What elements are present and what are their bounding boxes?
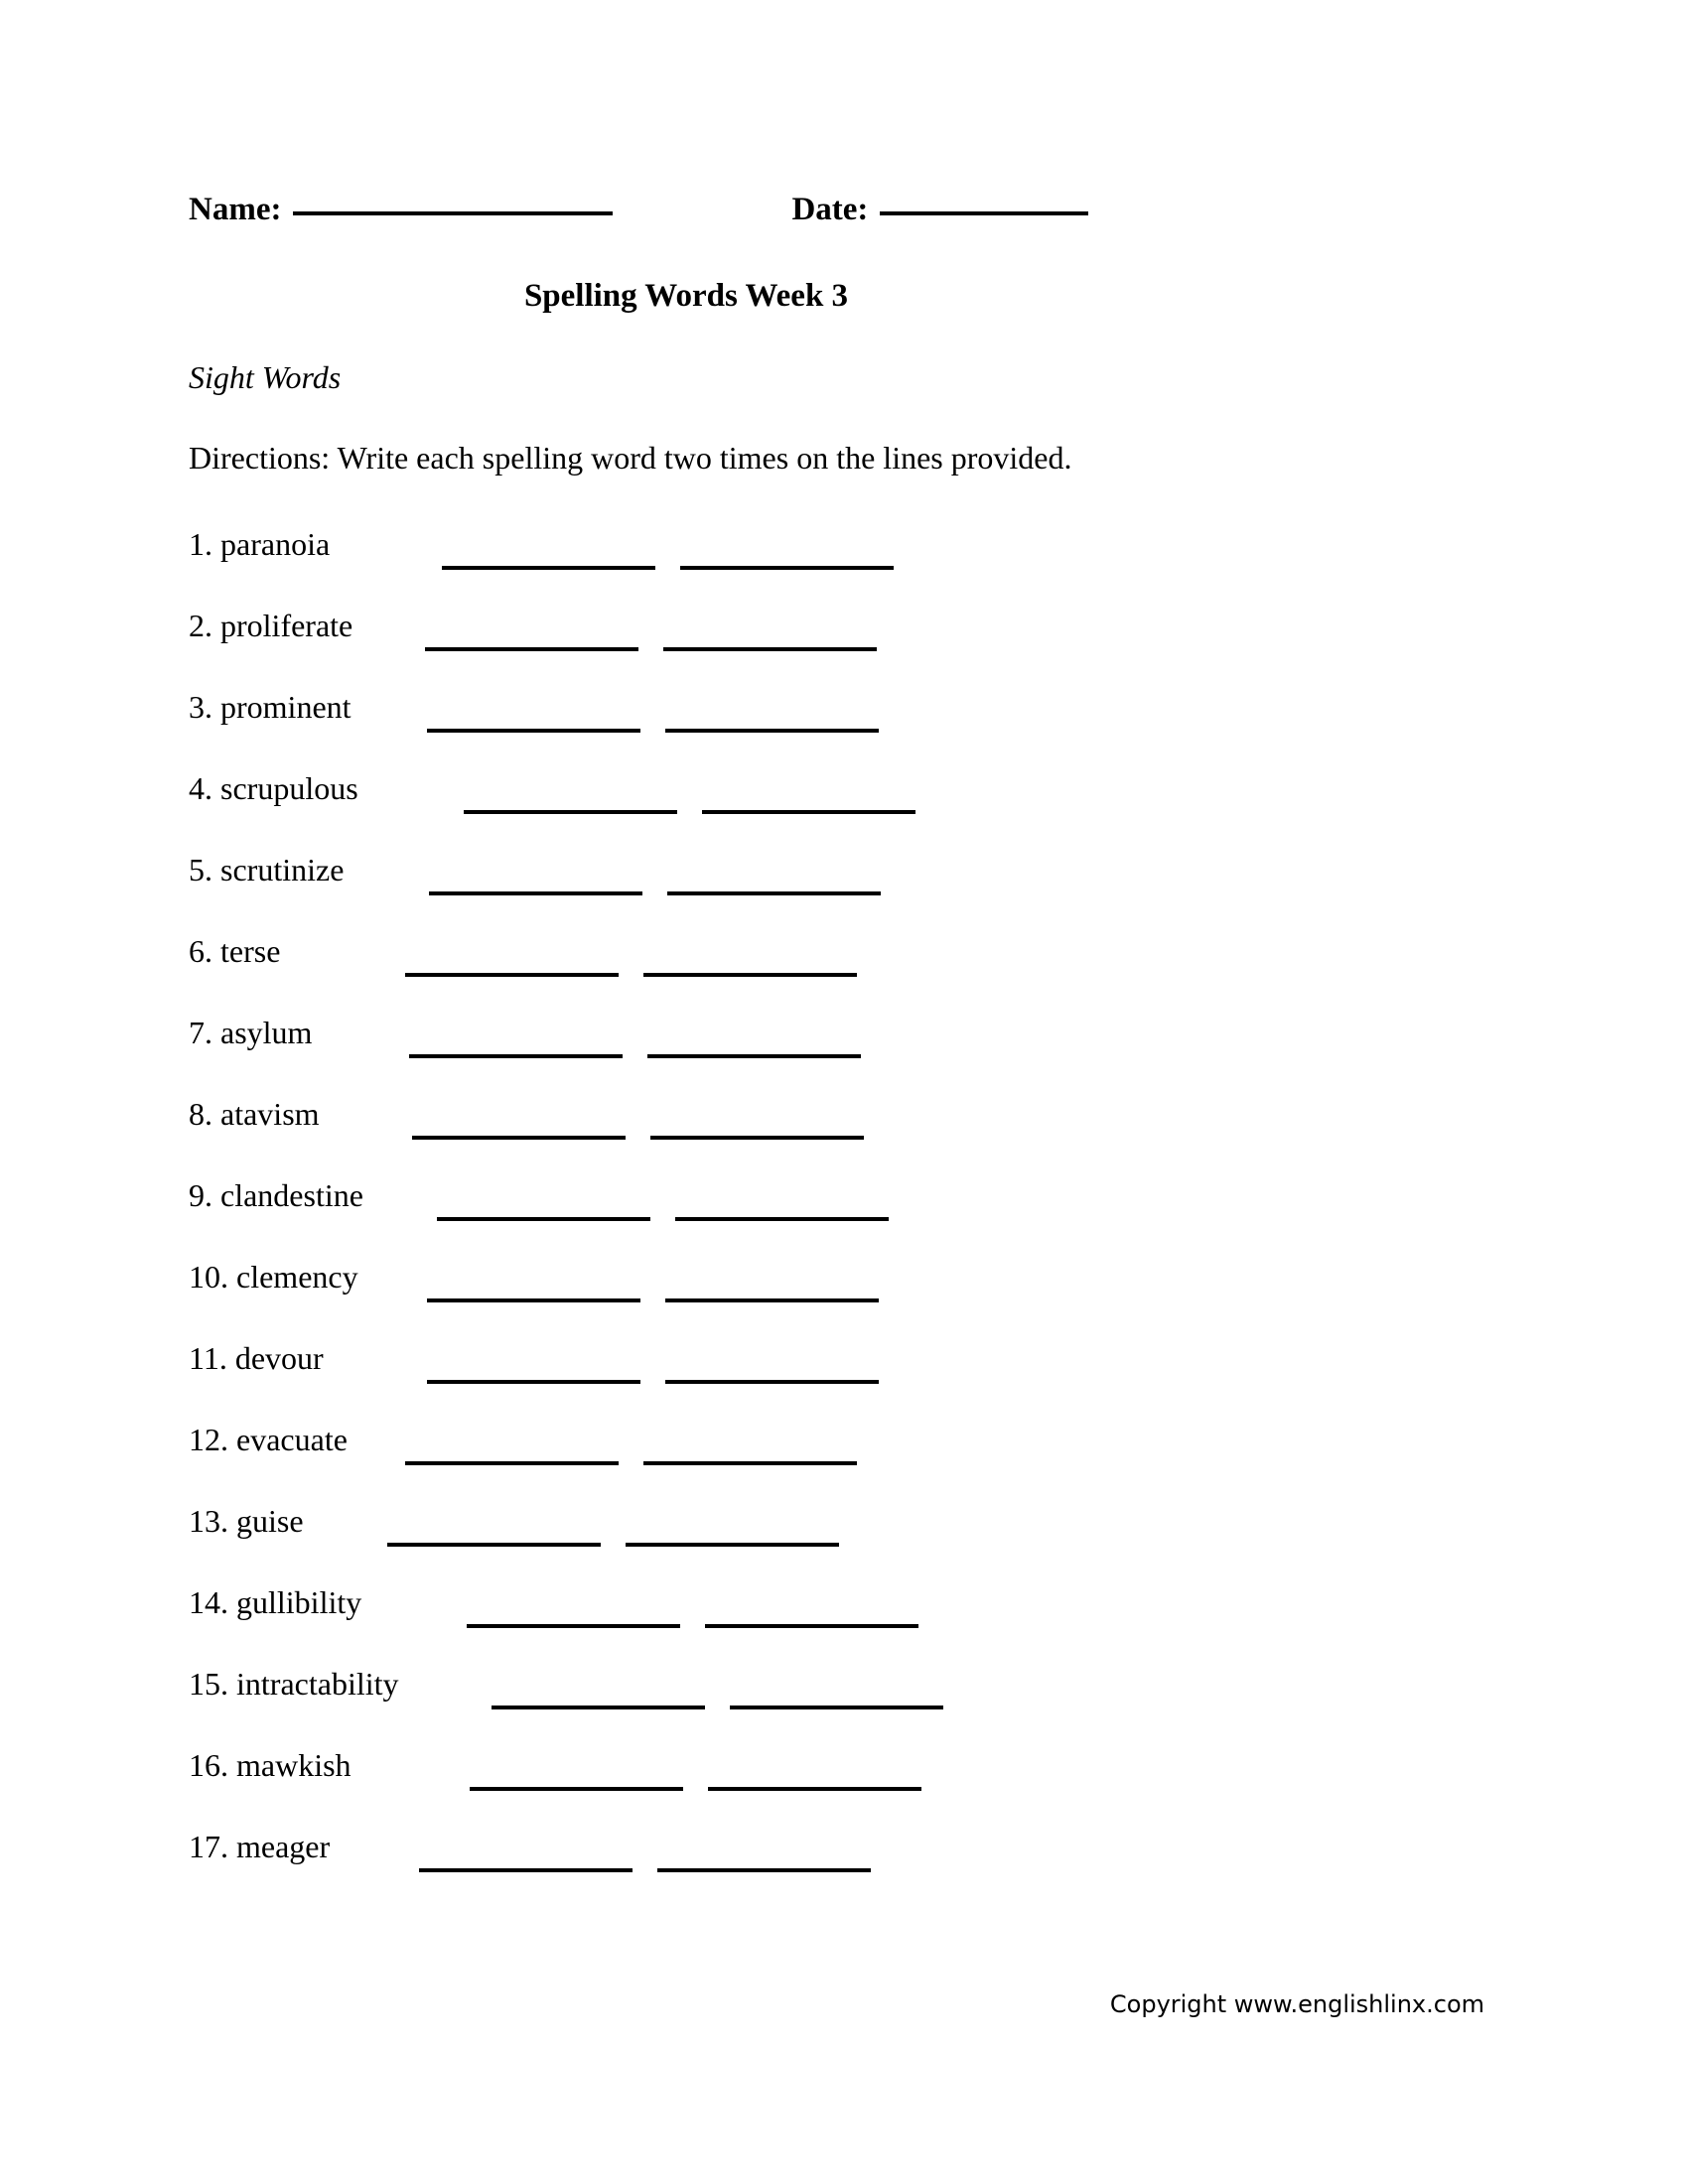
spelling-word-list xyxy=(189,514,1360,1898)
word-row xyxy=(189,840,1360,921)
write-line-second[interactable] xyxy=(667,891,881,895)
write-line-first[interactable] xyxy=(470,1787,683,1791)
write-line-first[interactable] xyxy=(412,1136,626,1140)
word-row xyxy=(189,1003,1360,1084)
word-label: 13. guise xyxy=(189,1503,304,1539)
word-row xyxy=(189,1817,1360,1898)
word-row xyxy=(189,758,1360,840)
word-label: 15. intractability xyxy=(189,1666,399,1702)
word-row xyxy=(189,1735,1360,1817)
page-title: Spelling Words Week 3 xyxy=(523,278,849,314)
date-blank-line[interactable] xyxy=(880,211,1088,215)
name-label: Name: xyxy=(189,192,282,227)
write-line-first[interactable] xyxy=(464,810,677,814)
worksheet-subtitle: Sight Words xyxy=(189,359,342,395)
word-row xyxy=(189,514,1360,596)
word-label: 10. clemency xyxy=(189,1259,358,1295)
word-row xyxy=(189,677,1360,758)
word-row xyxy=(189,921,1360,1003)
word-label: 6. terse xyxy=(189,933,281,969)
write-line-first[interactable] xyxy=(387,1543,601,1547)
write-line-first[interactable] xyxy=(427,1298,640,1302)
word-label: 3. prominent xyxy=(189,689,352,725)
word-label: 17. meager xyxy=(189,1829,331,1864)
word-row xyxy=(189,1084,1360,1165)
word-label: 11. devour xyxy=(189,1340,324,1376)
write-line-second[interactable] xyxy=(675,1217,889,1221)
word-label: 16. mawkish xyxy=(189,1747,352,1783)
write-line-second[interactable] xyxy=(650,1136,864,1140)
write-line-second[interactable] xyxy=(657,1868,871,1872)
word-row xyxy=(189,596,1360,677)
write-line-second[interactable] xyxy=(643,973,857,977)
word-row xyxy=(189,1165,1360,1247)
write-line-second[interactable] xyxy=(708,1787,921,1791)
word-label: 14. gullibility xyxy=(189,1584,362,1620)
write-line-first[interactable] xyxy=(492,1706,705,1709)
word-row xyxy=(189,1654,1360,1735)
write-line-first[interactable] xyxy=(467,1624,680,1628)
write-line-second[interactable] xyxy=(680,566,894,570)
word-row xyxy=(189,1247,1360,1328)
write-line-first[interactable] xyxy=(405,1461,619,1465)
word-row xyxy=(189,1410,1360,1491)
write-line-first[interactable] xyxy=(419,1868,633,1872)
write-line-first[interactable] xyxy=(427,729,640,733)
name-blank-line[interactable] xyxy=(293,211,613,215)
write-line-second[interactable] xyxy=(626,1543,839,1547)
word-label: 2. proliferate xyxy=(189,608,353,643)
write-line-first[interactable] xyxy=(409,1054,623,1058)
write-line-second[interactable] xyxy=(643,1461,857,1465)
write-line-first[interactable] xyxy=(425,647,638,651)
word-label: 5. scrutinize xyxy=(189,852,345,887)
word-label: 9. clandestine xyxy=(189,1177,363,1213)
copyright-footer: Copyright www.englishlinx.com xyxy=(1109,1990,1484,2018)
write-line-second[interactable] xyxy=(663,647,877,651)
write-line-second[interactable] xyxy=(647,1054,861,1058)
word-label: 4. scrupulous xyxy=(189,770,358,806)
write-line-first[interactable] xyxy=(442,566,655,570)
word-row xyxy=(189,1491,1360,1572)
word-row xyxy=(189,1328,1360,1410)
write-line-second[interactable] xyxy=(705,1624,918,1628)
write-line-first[interactable] xyxy=(429,891,642,895)
write-line-first[interactable] xyxy=(437,1217,650,1221)
word-row xyxy=(189,1572,1360,1654)
write-line-second[interactable] xyxy=(665,1298,879,1302)
word-label: 7. asylum xyxy=(189,1015,313,1050)
write-line-second[interactable] xyxy=(730,1706,943,1709)
write-line-second[interactable] xyxy=(665,729,879,733)
name-date-header xyxy=(189,192,1311,237)
write-line-first[interactable] xyxy=(427,1380,640,1384)
write-line-second[interactable] xyxy=(702,810,915,814)
write-line-second[interactable] xyxy=(665,1380,879,1384)
date-label: Date: xyxy=(791,192,869,227)
write-line-first[interactable] xyxy=(405,973,619,977)
word-label: 1. paranoia xyxy=(189,526,331,562)
word-label: 8. atavism xyxy=(189,1096,320,1132)
word-label: 12. evacuate xyxy=(189,1422,348,1457)
directions-text: Directions: Write each spelling word two times on the lines provided. xyxy=(189,440,1072,476)
